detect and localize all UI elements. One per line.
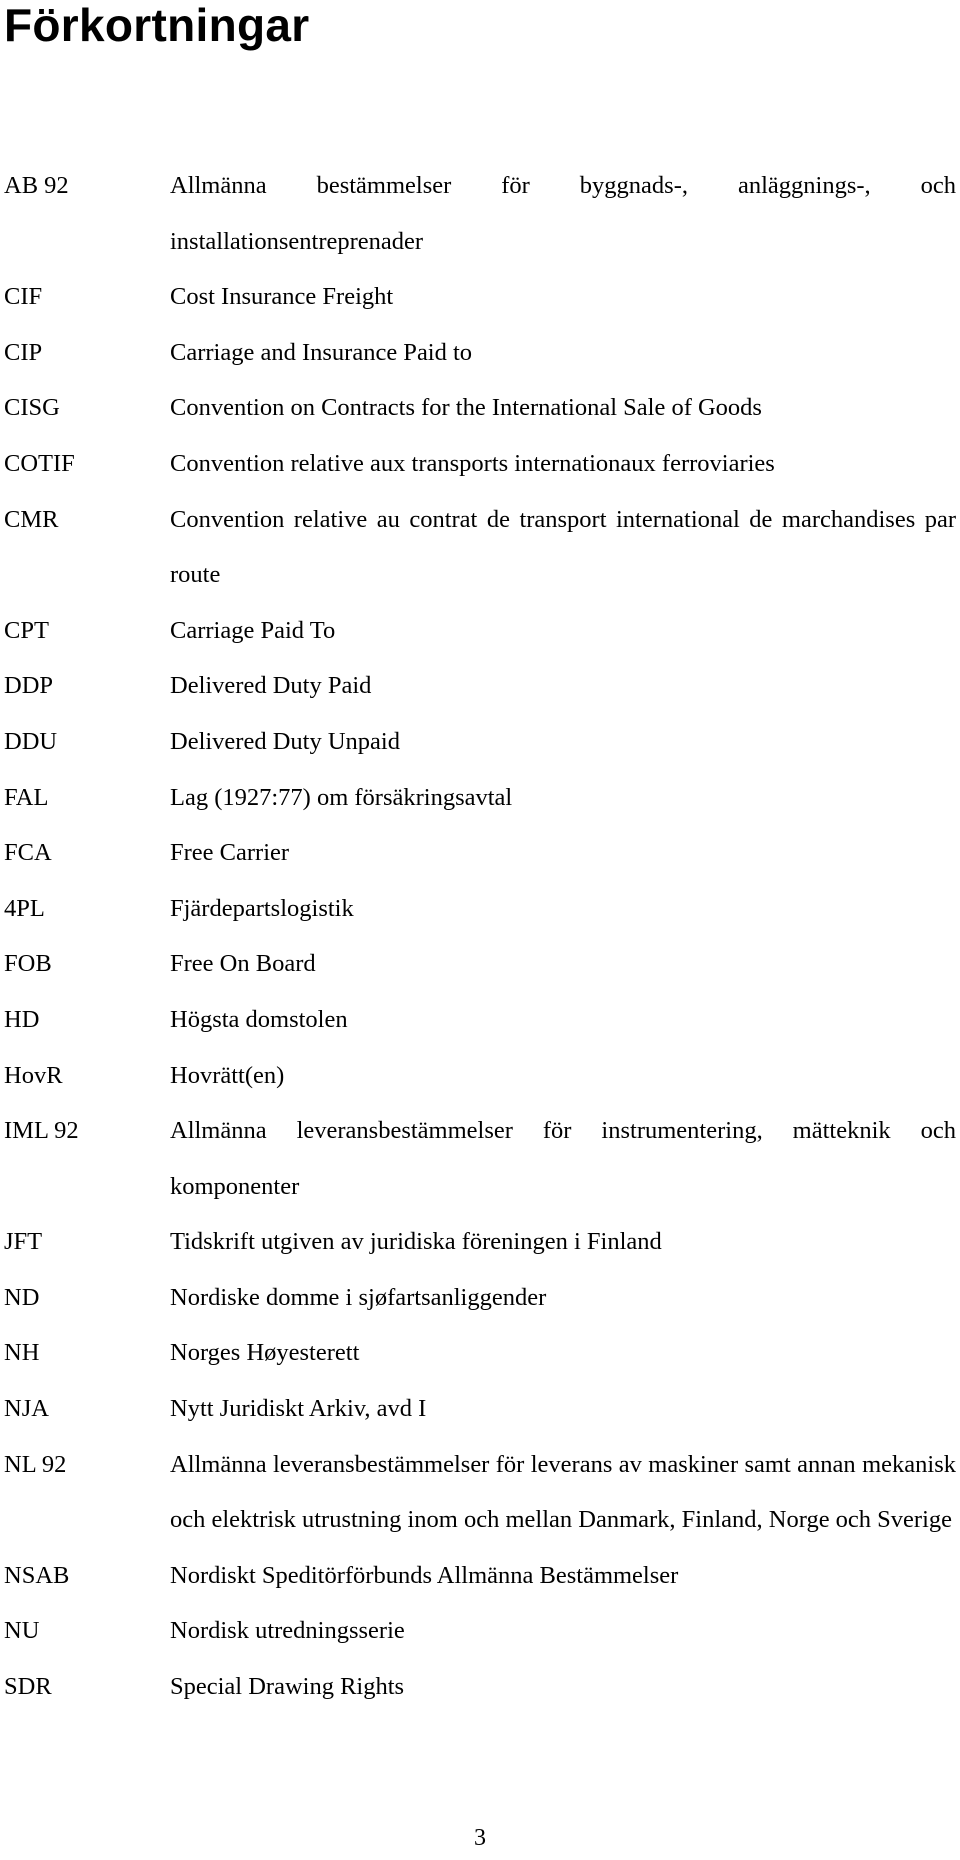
abbreviation-term: NH [4, 1339, 40, 1367]
abbreviation-term: FCA [4, 839, 52, 867]
abbreviation-term: FOB [4, 950, 52, 978]
abbreviation-term: CISG [4, 394, 60, 422]
abbreviation-definition: Högsta domstolen [170, 1005, 348, 1033]
abbreviation-definition: Allmänna bestämmelser för byggnads-, anläggnings-, och installationsentreprenader [170, 172, 956, 255]
abbreviation-term: SDR [4, 1673, 52, 1701]
abbreviation-entry [4, 380, 956, 436]
abbreviation-entry [4, 1603, 956, 1659]
abbreviation-definition: Convention relative au contrat de transport international de marchandises par route [170, 505, 956, 589]
abbreviation-entry [4, 992, 956, 1048]
abbreviation-definition: Convention relative aux transports internationaux ferroviaries [170, 449, 775, 477]
abbreviation-entry [4, 1659, 956, 1715]
abbreviation-term: NJA [4, 1395, 49, 1423]
abbreviation-entry [4, 1548, 956, 1604]
abbreviation-definition: Cost Insurance Freight [170, 283, 394, 311]
abbreviation-entry [4, 1325, 956, 1381]
abbreviation-term: NL 92 [4, 1450, 67, 1478]
abbreviation-term: COTIF [4, 449, 75, 477]
abbreviation-term: 4PL [4, 894, 45, 922]
abbreviation-entry [4, 825, 956, 881]
abbreviation-definition: Fjärdepartslogistik [170, 894, 354, 922]
abbreviation-term: CIP [4, 338, 43, 366]
abbreviation-definition: Free On Board [170, 950, 316, 978]
abbreviation-definition: Norges Høyesterett [170, 1339, 360, 1367]
abbreviation-entry [4, 714, 956, 770]
abbreviation-entry [4, 936, 956, 992]
abbreviation-definition: Lag (1927:77) om försäkringsavtal [170, 783, 513, 811]
abbreviation-entry [4, 658, 956, 714]
abbreviation-term: CMR [4, 505, 59, 533]
abbreviation-definition: Nordiske domme i sjøfartsanliggender [170, 1283, 547, 1311]
abbreviation-definition: Nordiskt Speditörförbunds Allmänna Bestämmelser [170, 1561, 679, 1589]
abbreviation-definition: Convention on Contracts for the International Sale of Goods [170, 394, 762, 422]
abbreviation-entry [4, 492, 956, 603]
abbreviation-entry [4, 1214, 956, 1270]
abbreviation-definition: Special Drawing Rights [170, 1673, 405, 1701]
abbreviation-entry [4, 325, 956, 381]
abbreviation-entry [4, 269, 956, 325]
abbreviation-definition: Carriage Paid To [170, 616, 336, 644]
abbreviation-term: HovR [4, 1061, 63, 1089]
abbreviation-list [4, 158, 956, 1715]
abbreviation-term: CPT [4, 616, 49, 644]
abbreviation-term: ND [4, 1283, 40, 1311]
abbreviation-entry [4, 1437, 956, 1548]
abbreviation-entry [4, 1048, 956, 1104]
abbreviation-term: JFT [4, 1228, 43, 1256]
abbreviation-term: CIF [4, 283, 43, 311]
abbreviation-term: FAL [4, 783, 49, 811]
abbreviation-term: NU [4, 1617, 40, 1645]
abbreviation-term: DDU [4, 727, 58, 755]
abbreviation-definition: Nordisk utredningsserie [170, 1617, 405, 1645]
abbreviation-entry [4, 770, 956, 826]
abbreviation-definition: Free Carrier [170, 839, 290, 867]
abbreviation-entry [4, 1270, 956, 1326]
abbreviation-entry [4, 603, 956, 659]
abbreviation-entry [4, 881, 956, 937]
abbreviation-definition: Carriage and Insurance Paid to [170, 338, 473, 366]
page-title: Förkortningar [4, 0, 310, 51]
abbreviation-entry [4, 436, 956, 492]
page-number: 3 [474, 1825, 486, 1851]
abbreviation-term: AB 92 [4, 172, 69, 199]
abbreviation-definition: Allmänna leveransbestämmelser för leverans av maskiner samt annan mekanisk och elektrisk utrustning inom och mellan Danmark, Finland, Norge och Sverige [170, 1450, 956, 1534]
abbreviation-entry [4, 1103, 956, 1214]
abbreviation-term: DDP [4, 672, 54, 700]
abbreviation-definition: Tidskrift utgiven av juridiska föreningen i Finland [170, 1228, 662, 1256]
abbreviation-term: IML 92 [4, 1117, 79, 1145]
abbreviation-entry [4, 1381, 956, 1437]
abbreviation-definition: Delivered Duty Unpaid [170, 727, 400, 755]
abbreviation-definition: Hovrätt(en) [170, 1061, 285, 1089]
abbreviation-entry [4, 158, 956, 269]
abbreviation-definition: Nytt Juridiskt Arkiv, avd I [170, 1395, 427, 1423]
abbreviation-definition: Delivered Duty Paid [170, 672, 372, 700]
abbreviation-term: HD [4, 1005, 40, 1033]
abbreviation-definition: Allmänna leveransbestämmelser för instrumentering, mätteknik och komponenter [170, 1117, 956, 1200]
abbreviation-term: NSAB [4, 1561, 70, 1589]
